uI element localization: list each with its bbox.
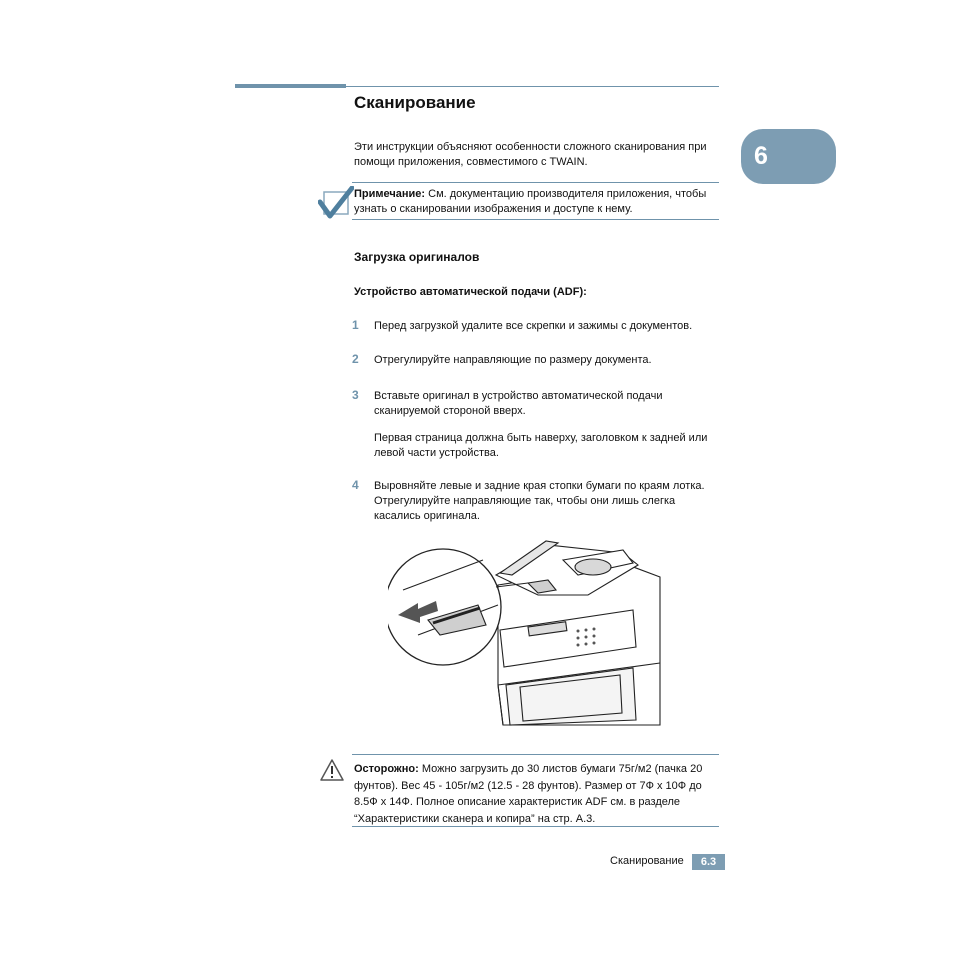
checkmark-icon: [318, 186, 354, 220]
caution-body: Можно загрузить до 30 листов бумаги 75г/м2 (пачка 20 фунтов). Вес 45 - 105г/м2 (12.5 - 28 фунтов). Размер от 7Ф x 10Ф до 8.5Ф x 14Ф. Полное описание характеристик ADF см. в разделе “Характеристики сканера и копира” на стр. A.3.: [354, 763, 703, 825]
adf-heading: Устройство автоматической подачи (ADF):: [354, 286, 587, 298]
intro-text: Эти инструкции объясняют особенности сложного сканирования при помощи приложения, совместимого с TWAIN.: [354, 141, 707, 168]
note-text: [354, 187, 719, 216]
caution-text: [354, 761, 722, 827]
step-text: Перед загрузкой удалите все скрепки и зажимы с документов.: [374, 320, 693, 332]
caution-top-rule: [352, 754, 719, 755]
section-rule-accent: [235, 84, 346, 88]
adf-loading-illustration: [388, 535, 668, 735]
page-number: 6.3: [700, 856, 717, 868]
step-text: Вставьте оригинал в устройство автоматической подачи сканируемой стороной вверх.: [374, 390, 663, 417]
note-label: Примечание:: [354, 188, 426, 200]
subsection-title: Загрузка оригиналов: [354, 250, 480, 264]
footer-section-label: Сканирование: [610, 855, 684, 867]
step-extra-text: Первая страница должна быть наверху, заголовком к задней или левой части устройства.: [374, 432, 708, 459]
step-text: Выровняйте левые и задние края стопки бумаги по краям лотка. Отрегулируйте направляющие так, чтобы они лишь слегка касались оригинала.: [374, 480, 705, 522]
step-text: Отрегулируйте направляющие по размеру документа.: [374, 354, 652, 366]
chapter-tab: [741, 129, 836, 184]
chapter-number: 6: [754, 142, 768, 170]
note-bottom-rule: [352, 219, 719, 220]
step-number: 2: [352, 352, 359, 366]
note-top-rule: [352, 182, 719, 183]
page-number-badge: [692, 854, 725, 870]
step-number: 3: [352, 388, 359, 402]
note-body: См. документацию производителя приложения, чтобы узнать о сканировании изображения и доступе к нему.: [354, 188, 707, 215]
caution-bottom-rule: [352, 826, 719, 827]
step-number: 1: [352, 318, 359, 332]
warning-triangle-icon: [319, 758, 345, 782]
page-title: Сканирование: [354, 93, 476, 112]
step-number: 4: [352, 478, 359, 492]
section-rule: [346, 86, 719, 87]
caution-label: Осторожно:: [354, 763, 419, 775]
